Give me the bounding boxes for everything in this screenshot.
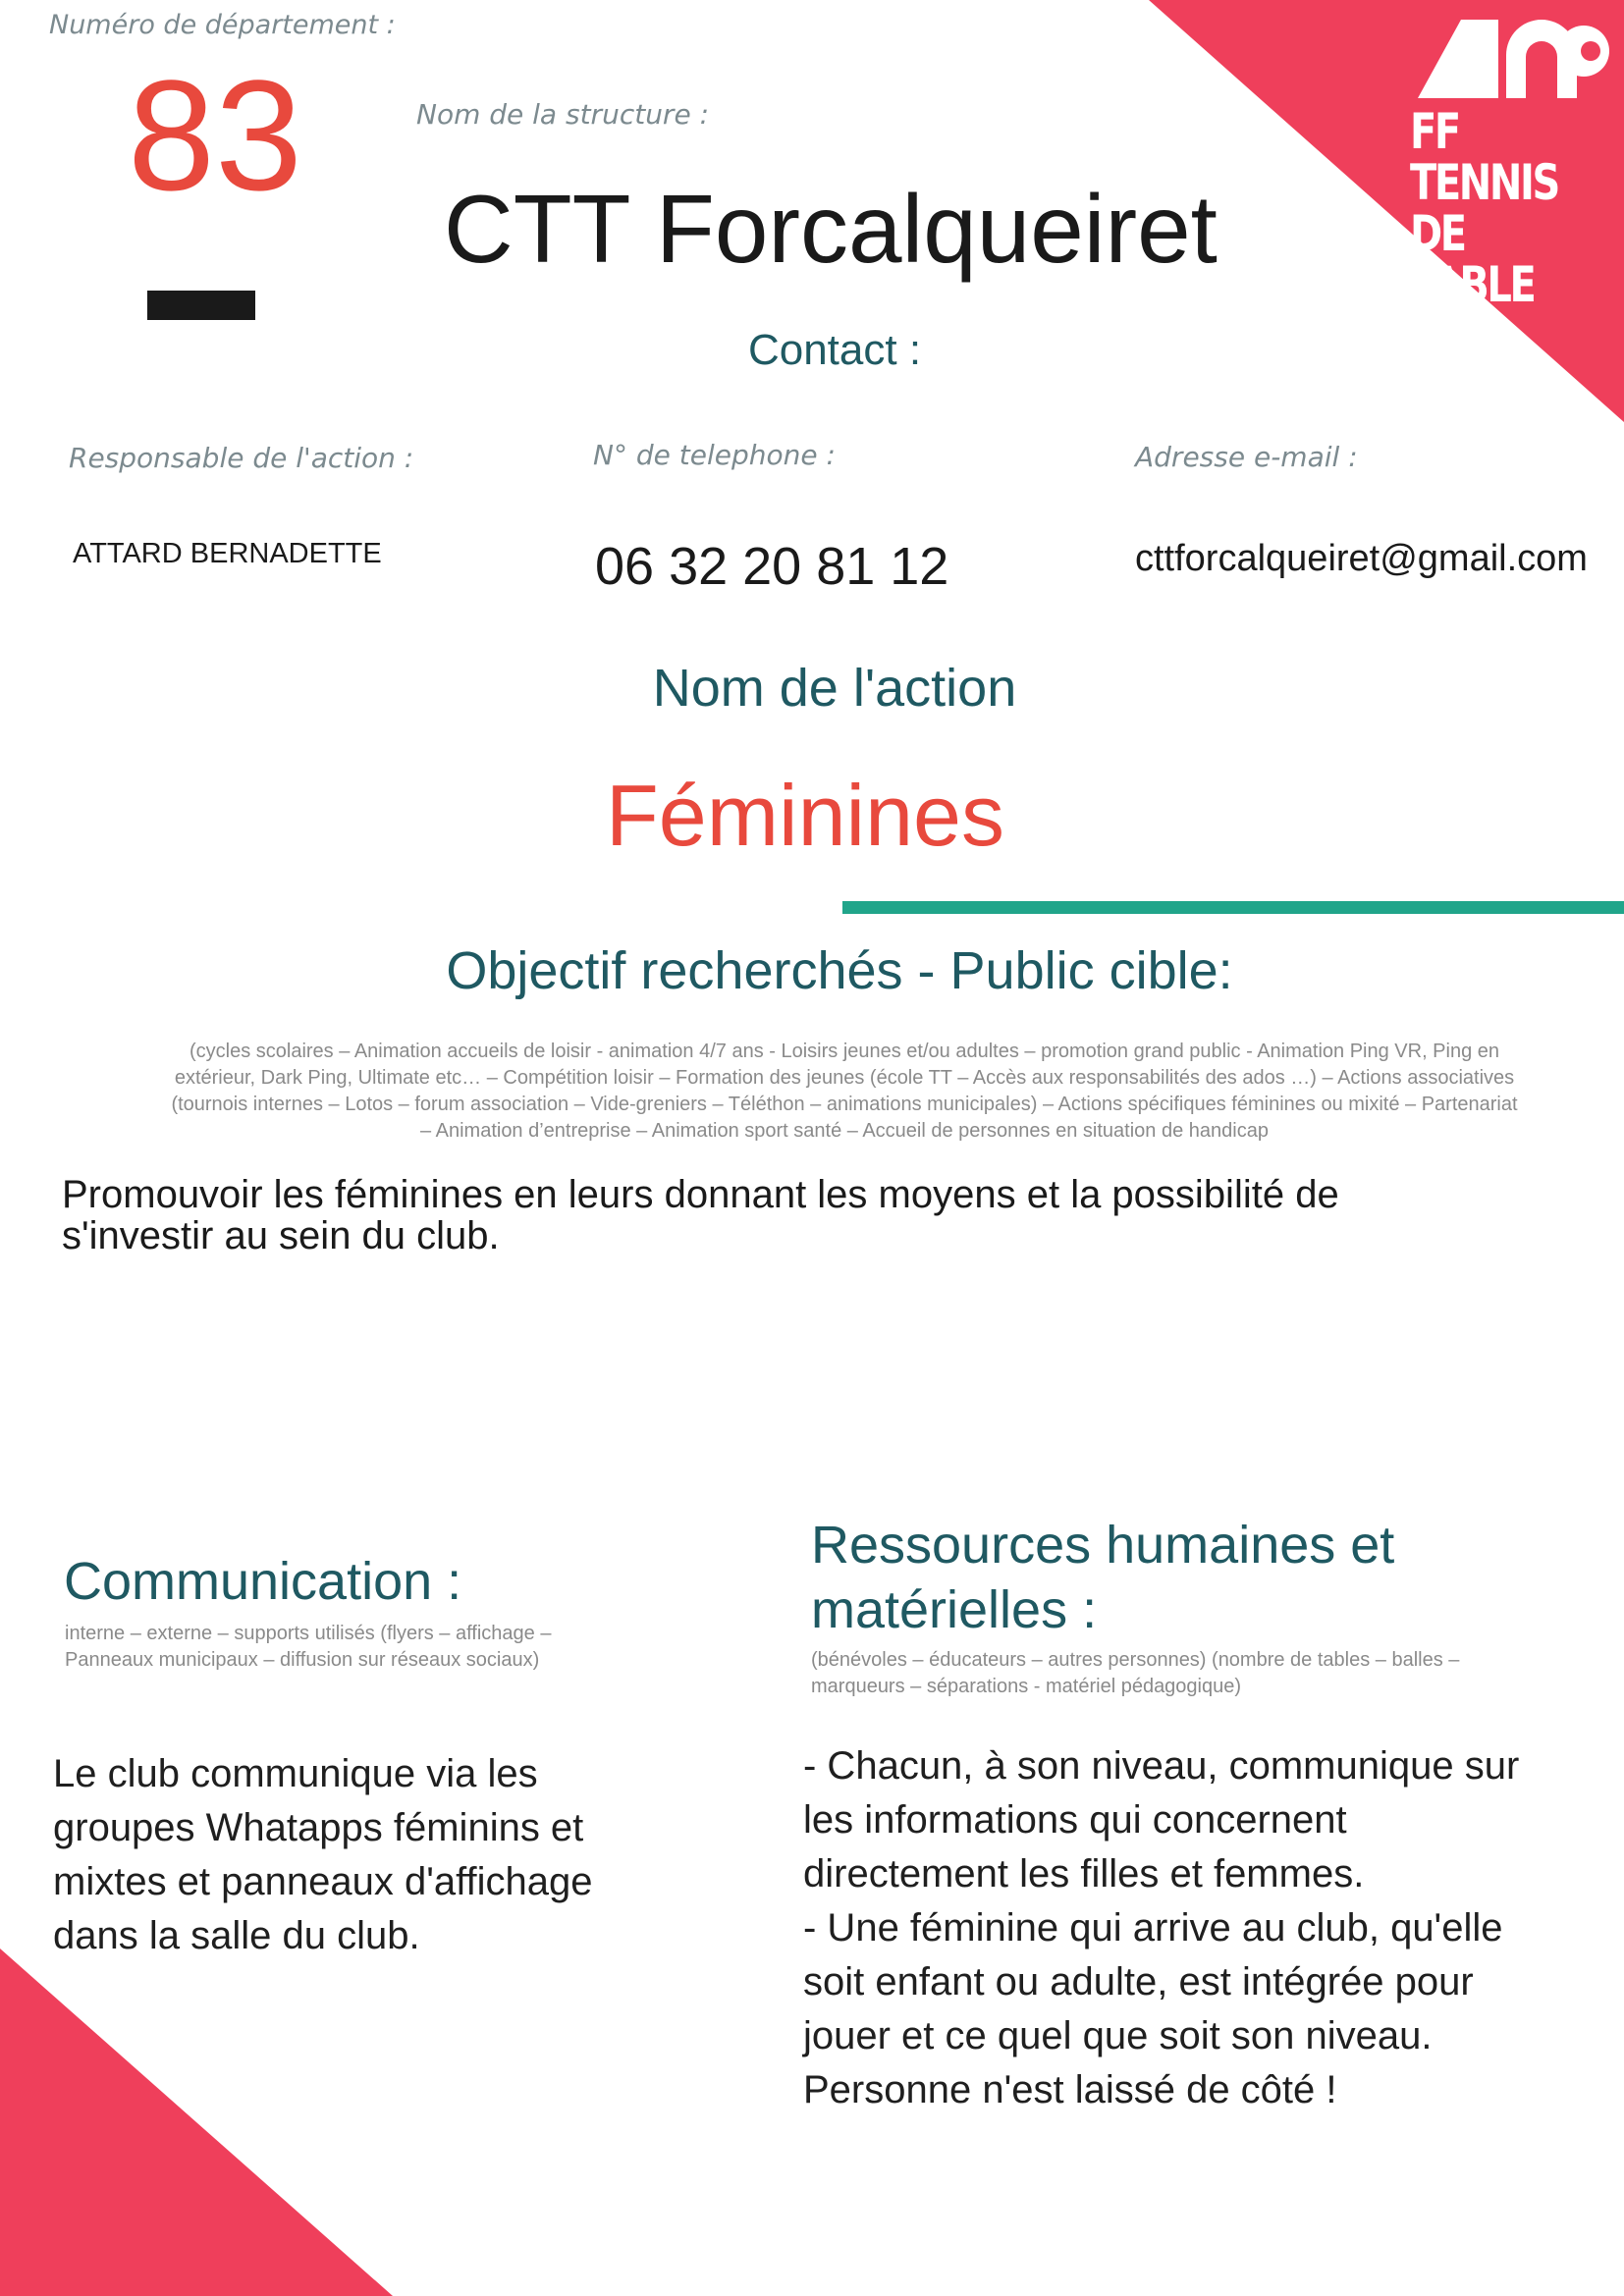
communication-heading: Communication : [64,1552,462,1611]
section-divider [842,901,1624,914]
structure-name: CTT Forcalqueiret [444,175,1218,283]
email-value: cttforcalqueiret@gmail.com [1135,538,1588,579]
phone-label: N° de telephone : [593,439,836,471]
responsable-value: ATTARD BERNADETTE [73,538,382,569]
objective-text: Promouvoir les féminines en leurs donnant les moyens et la possibilité de s'investir au sein du club. [62,1173,1339,1257]
bottom-left-corner-decoration [0,1949,393,2296]
department-dash [147,291,255,320]
resources-text [803,1739,1520,2117]
department-number: 83 [128,47,302,223]
resources-hint: (bénévoles – éducateurs – autres personnes) (nombre de tables – balles – marqueurs – séparations - matériel pédagogique) [811,1649,1460,1697]
resources-text-paragraph-2: - Une féminine qui arrive au club, qu'elle soit enfant ou adulte, est intégrée pour jouer et ce quel que soit son niveau. Personne n'est laissé de côté ! [803,1906,1503,2111]
department-label: Numéro de département : [49,10,396,40]
phone-value: 06 32 20 81 12 [595,537,949,596]
communication-text: Le club communique via les groupes Whatapps féminins et mixtes et panneaux d'affichage dans la salle du club. [53,1752,593,1957]
email-label: Adresse e-mail : [1135,441,1358,473]
resources-heading: Ressources humaines et matérielles : [811,1516,1395,1639]
logo-line-2: DE TABLE [1410,205,1535,313]
responsable-label: Responsable de l'action : [69,442,414,474]
contact-heading: Contact : [747,326,922,374]
logo-line-1: FF TENNIS [1410,103,1558,211]
objective-hint: (cycles scolaires – Animation accueils de loisir - animation 4/7 ans - Loisirs jeunes et/ou adultes – promotion grand public - Animation Ping VR, Ping en extérieur, Dark Ping, Ultimate etc… – Compétition loisir – Formation des jeunes (école TT – Accès aux responsabilités des ados …) – Actions associatives (tournois internes – Lotos – forum association – Vide-greniers – Téléthon – animations municipales) – Actions spécifiques féminines ou mixité – Partenariat – Animation d’entreprise – Animation sport santé – Accueil de personnes en situation de handicap [171,1041,1518,1142]
fftt-logo-text [1410,103,1583,313]
action-label: Nom de l'action [652,659,1017,718]
communication-hint: interne – externe – supports utilisés (flyers – affichage – Panneaux municipaux – diffusion sur réseaux sociaux) [65,1623,552,1671]
structure-label: Nom de la structure : [416,98,710,131]
objective-heading: Objectif recherchés - Public cible: [446,941,1233,1000]
action-name: Féminines [606,767,1004,864]
resources-text-paragraph-1: - Chacun, à son niveau, communique sur les informations qui concernent directement les filles et femmes. [803,1744,1520,1896]
